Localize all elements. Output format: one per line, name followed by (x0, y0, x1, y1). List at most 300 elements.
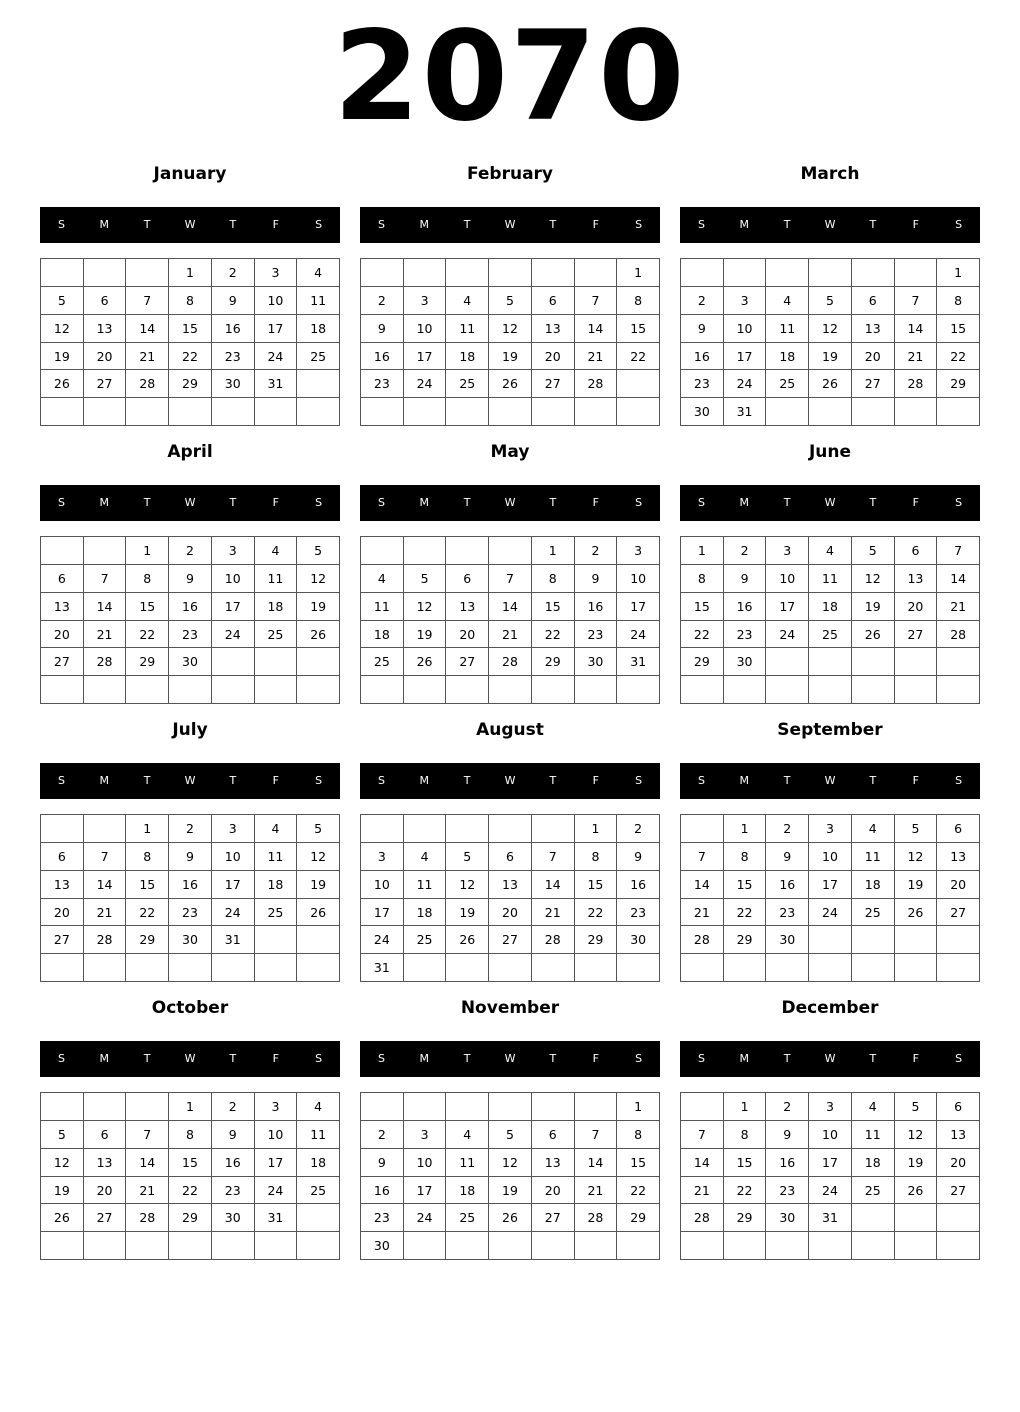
day-cell: 30 (212, 1204, 255, 1232)
month-name: February (466, 164, 554, 184)
empty-day-cell (766, 676, 809, 704)
month-name: August (476, 720, 544, 740)
weekday-label: W (824, 774, 836, 787)
empty-day-cell (489, 954, 532, 982)
day-cell: 29 (724, 926, 767, 954)
day-cell: 30 (766, 1204, 809, 1232)
day-cell: 8 (937, 287, 980, 315)
day-cell: 23 (575, 621, 618, 649)
month-february (360, 160, 660, 438)
weekday-label: T (869, 774, 877, 787)
day-cell: 14 (84, 871, 127, 899)
month-march (680, 160, 980, 438)
day-cell: 9 (575, 565, 618, 593)
day-cell: 22 (126, 899, 169, 927)
empty-day-cell (84, 1232, 127, 1260)
day-cell: 22 (724, 899, 767, 927)
weekday-label: F (272, 1052, 279, 1065)
empty-day-cell (297, 1232, 340, 1260)
day-cell: 12 (895, 1121, 938, 1149)
day-cell: 7 (681, 1121, 724, 1149)
day-cell: 29 (169, 1204, 212, 1232)
empty-day-cell (255, 954, 298, 982)
day-cell: 12 (41, 315, 84, 343)
weekday-label: S (635, 1052, 643, 1065)
day-cell: 1 (126, 537, 169, 565)
day-cell: 16 (169, 593, 212, 621)
empty-day-cell (404, 954, 447, 982)
weekday-label: T (229, 774, 237, 787)
day-cell: 19 (895, 871, 938, 899)
day-cell: 7 (126, 287, 169, 315)
empty-day-cell (895, 954, 938, 982)
empty-day-cell (41, 259, 84, 287)
month-name: December (781, 998, 879, 1018)
weekday-label: S (635, 218, 643, 231)
day-cell: 17 (361, 899, 404, 927)
empty-day-cell (937, 954, 980, 982)
day-cell: 12 (895, 843, 938, 871)
day-cell: 17 (809, 1149, 852, 1177)
day-cell: 20 (41, 899, 84, 927)
month-name: June (808, 442, 852, 462)
weekday-label: T (463, 774, 471, 787)
day-cell: 20 (532, 343, 575, 371)
weekday-label: M (99, 218, 110, 231)
day-cell: 9 (169, 565, 212, 593)
day-cell: 19 (297, 871, 340, 899)
day-cell: 22 (169, 343, 212, 371)
day-cell: 8 (169, 1121, 212, 1149)
weekday-label: F (592, 1052, 599, 1065)
day-cell: 26 (489, 370, 532, 398)
day-cell: 5 (41, 1121, 84, 1149)
weekday-header (680, 207, 980, 243)
day-cell: 23 (766, 899, 809, 927)
day-cell: 4 (446, 1121, 489, 1149)
day-cell: 15 (169, 1149, 212, 1177)
empty-day-cell (169, 1232, 212, 1260)
empty-day-cell (489, 815, 532, 843)
weekday-label: M (739, 774, 750, 787)
day-cell: 26 (41, 1204, 84, 1232)
day-cell: 2 (724, 537, 767, 565)
day-cell: 7 (126, 1121, 169, 1149)
day-cell: 28 (489, 648, 532, 676)
day-grid (680, 536, 980, 704)
weekday-label: T (463, 1052, 471, 1065)
day-cell: 23 (169, 621, 212, 649)
day-cell: 17 (404, 343, 447, 371)
day-cell: 22 (532, 621, 575, 649)
empty-day-cell (532, 259, 575, 287)
weekday-label: S (697, 496, 705, 509)
day-cell: 20 (532, 1177, 575, 1205)
day-cell: 21 (895, 343, 938, 371)
empty-day-cell (84, 954, 127, 982)
day-cell: 4 (852, 1093, 895, 1121)
day-cell: 28 (84, 648, 127, 676)
day-cell: 7 (895, 287, 938, 315)
weekday-label: T (143, 218, 151, 231)
day-cell: 1 (724, 1093, 767, 1121)
day-cell: 12 (852, 565, 895, 593)
day-cell: 26 (852, 621, 895, 649)
day-cell: 18 (297, 1149, 340, 1177)
weekday-label: T (869, 218, 877, 231)
day-cell: 18 (255, 593, 298, 621)
day-cell: 18 (255, 871, 298, 899)
empty-day-cell (895, 648, 938, 676)
weekday-header (360, 763, 660, 799)
day-cell: 25 (446, 1204, 489, 1232)
weekday-label: T (143, 1052, 151, 1065)
day-cell: 8 (724, 1121, 767, 1149)
day-cell: 6 (41, 565, 84, 593)
day-cell: 17 (724, 343, 767, 371)
day-cell: 18 (766, 343, 809, 371)
weekday-label: M (739, 496, 750, 509)
day-cell: 4 (255, 537, 298, 565)
weekday-label: T (229, 218, 237, 231)
day-cell: 5 (446, 843, 489, 871)
day-cell: 29 (126, 648, 169, 676)
day-cell: 2 (766, 815, 809, 843)
weekday-label: M (739, 218, 750, 231)
weekday-label: T (549, 496, 557, 509)
day-cell: 3 (617, 537, 660, 565)
day-cell: 1 (681, 537, 724, 565)
weekday-label: F (592, 218, 599, 231)
day-cell: 27 (532, 1204, 575, 1232)
day-cell: 25 (404, 926, 447, 954)
day-cell: 27 (84, 370, 127, 398)
day-cell: 12 (446, 871, 489, 899)
empty-day-cell (575, 1232, 618, 1260)
empty-day-cell (212, 1232, 255, 1260)
day-cell: 9 (361, 1149, 404, 1177)
empty-day-cell (255, 1232, 298, 1260)
empty-day-cell (575, 676, 618, 704)
empty-day-cell (575, 954, 618, 982)
weekday-label: S (635, 774, 643, 787)
day-cell: 7 (681, 843, 724, 871)
day-cell: 19 (895, 1149, 938, 1177)
day-cell: 1 (724, 815, 767, 843)
day-cell: 25 (255, 899, 298, 927)
day-cell: 10 (212, 843, 255, 871)
day-cell: 5 (297, 537, 340, 565)
weekday-label: F (912, 496, 919, 509)
day-cell: 29 (681, 648, 724, 676)
day-cell: 1 (617, 259, 660, 287)
day-cell: 17 (404, 1177, 447, 1205)
empty-day-cell (404, 815, 447, 843)
day-cell: 1 (126, 815, 169, 843)
empty-day-cell (937, 676, 980, 704)
day-cell: 29 (724, 1204, 767, 1232)
day-grid (40, 536, 340, 704)
weekday-label: F (912, 218, 919, 231)
day-cell: 3 (766, 537, 809, 565)
empty-day-cell (404, 676, 447, 704)
empty-day-cell (41, 954, 84, 982)
weekday-label: W (824, 218, 836, 231)
day-cell: 5 (852, 537, 895, 565)
day-cell: 9 (617, 843, 660, 871)
day-cell: 12 (297, 843, 340, 871)
day-cell: 30 (617, 926, 660, 954)
weekday-label: S (57, 774, 65, 787)
day-cell: 23 (169, 899, 212, 927)
empty-day-cell (361, 815, 404, 843)
day-cell: 8 (617, 287, 660, 315)
empty-day-cell (297, 648, 340, 676)
empty-day-cell (937, 1204, 980, 1232)
day-cell: 16 (681, 343, 724, 371)
empty-day-cell (84, 537, 127, 565)
month-january (40, 160, 340, 438)
day-cell: 26 (809, 370, 852, 398)
day-cell: 2 (212, 1093, 255, 1121)
day-cell: 28 (84, 926, 127, 954)
weekday-header (360, 485, 660, 521)
empty-day-cell (617, 1232, 660, 1260)
day-cell: 7 (575, 1121, 618, 1149)
day-cell: 21 (84, 899, 127, 927)
weekday-header (680, 763, 980, 799)
day-cell: 16 (617, 871, 660, 899)
day-cell: 2 (169, 537, 212, 565)
empty-day-cell (852, 1204, 895, 1232)
weekday-label: F (272, 496, 279, 509)
day-cell: 1 (575, 815, 618, 843)
day-cell: 6 (532, 287, 575, 315)
day-cell: 29 (126, 926, 169, 954)
weekday-label: S (697, 1052, 705, 1065)
day-cell: 11 (446, 1149, 489, 1177)
empty-day-cell (297, 926, 340, 954)
weekday-header (680, 485, 980, 521)
day-grid (40, 258, 340, 426)
day-cell: 5 (809, 287, 852, 315)
day-cell: 15 (617, 315, 660, 343)
day-cell: 14 (937, 565, 980, 593)
month-name: May (490, 442, 530, 462)
day-cell: 13 (937, 1121, 980, 1149)
day-cell: 4 (446, 287, 489, 315)
empty-day-cell (724, 954, 767, 982)
month-name: January (153, 164, 227, 184)
day-cell: 16 (766, 1149, 809, 1177)
day-cell: 9 (361, 315, 404, 343)
day-cell: 3 (361, 843, 404, 871)
weekday-label: S (57, 218, 65, 231)
day-cell: 25 (852, 899, 895, 927)
month-november (360, 994, 660, 1272)
day-grid (360, 258, 660, 426)
day-cell: 28 (532, 926, 575, 954)
day-cell: 24 (809, 899, 852, 927)
day-cell: 28 (126, 1204, 169, 1232)
empty-day-cell (681, 815, 724, 843)
month-may (360, 438, 660, 716)
day-cell: 20 (84, 343, 127, 371)
day-cell: 15 (724, 1149, 767, 1177)
empty-day-cell (766, 648, 809, 676)
empty-day-cell (532, 676, 575, 704)
empty-day-cell (489, 676, 532, 704)
day-cell: 10 (724, 315, 767, 343)
day-cell: 18 (809, 593, 852, 621)
day-cell: 25 (809, 621, 852, 649)
weekday-label: M (419, 1052, 430, 1065)
day-cell: 22 (126, 621, 169, 649)
empty-day-cell (852, 398, 895, 426)
weekday-label: S (955, 774, 963, 787)
day-cell: 16 (575, 593, 618, 621)
day-cell: 18 (404, 899, 447, 927)
day-cell: 7 (84, 843, 127, 871)
empty-day-cell (361, 1093, 404, 1121)
day-cell: 9 (724, 565, 767, 593)
day-cell: 5 (895, 1093, 938, 1121)
empty-day-cell (489, 398, 532, 426)
empty-day-cell (532, 954, 575, 982)
day-cell: 27 (532, 370, 575, 398)
day-cell: 10 (404, 315, 447, 343)
day-cell: 27 (84, 1204, 127, 1232)
day-cell: 21 (126, 1177, 169, 1205)
weekday-label: W (184, 774, 196, 787)
day-cell: 25 (255, 621, 298, 649)
empty-day-cell (489, 1232, 532, 1260)
weekday-label: M (99, 774, 110, 787)
day-cell: 4 (297, 1093, 340, 1121)
day-cell: 10 (361, 871, 404, 899)
weekday-label: F (912, 774, 919, 787)
day-cell: 6 (852, 287, 895, 315)
weekday-label: S (377, 774, 385, 787)
day-cell: 15 (724, 871, 767, 899)
day-cell: 31 (809, 1204, 852, 1232)
day-cell: 22 (617, 1177, 660, 1205)
day-cell: 12 (41, 1149, 84, 1177)
day-cell: 6 (446, 565, 489, 593)
day-cell: 6 (84, 1121, 127, 1149)
empty-day-cell (681, 259, 724, 287)
day-cell: 3 (724, 287, 767, 315)
day-cell: 21 (937, 593, 980, 621)
day-cell: 7 (489, 565, 532, 593)
day-cell: 23 (212, 343, 255, 371)
day-cell: 14 (126, 315, 169, 343)
weekday-label: T (783, 218, 791, 231)
day-cell: 31 (255, 1204, 298, 1232)
day-cell: 3 (255, 259, 298, 287)
empty-day-cell (169, 954, 212, 982)
day-cell: 2 (617, 815, 660, 843)
weekday-label: W (184, 218, 196, 231)
empty-day-cell (84, 676, 127, 704)
empty-day-cell (361, 398, 404, 426)
day-cell: 2 (169, 815, 212, 843)
empty-day-cell (809, 648, 852, 676)
day-cell: 25 (852, 1177, 895, 1205)
day-cell: 18 (852, 1149, 895, 1177)
month-september (680, 716, 980, 994)
day-cell: 15 (617, 1149, 660, 1177)
day-cell: 7 (937, 537, 980, 565)
empty-day-cell (84, 259, 127, 287)
day-cell: 9 (766, 1121, 809, 1149)
empty-day-cell (361, 259, 404, 287)
day-cell: 19 (489, 343, 532, 371)
day-cell: 15 (681, 593, 724, 621)
empty-day-cell (41, 537, 84, 565)
weekday-label: T (229, 1052, 237, 1065)
day-cell: 24 (361, 926, 404, 954)
day-cell: 8 (169, 287, 212, 315)
empty-day-cell (404, 1232, 447, 1260)
empty-day-cell (212, 398, 255, 426)
empty-day-cell (169, 398, 212, 426)
day-cell: 6 (937, 1093, 980, 1121)
day-cell: 24 (617, 621, 660, 649)
day-cell: 26 (446, 926, 489, 954)
weekday-label: F (272, 774, 279, 787)
day-cell: 26 (895, 1177, 938, 1205)
weekday-label: T (869, 1052, 877, 1065)
day-cell: 6 (41, 843, 84, 871)
empty-day-cell (297, 1204, 340, 1232)
day-cell: 2 (766, 1093, 809, 1121)
day-cell: 11 (446, 315, 489, 343)
day-cell: 19 (446, 899, 489, 927)
weekday-header (40, 763, 340, 799)
day-cell: 29 (617, 1204, 660, 1232)
empty-day-cell (575, 1093, 618, 1121)
weekday-label: F (592, 496, 599, 509)
day-cell: 22 (724, 1177, 767, 1205)
day-cell: 22 (169, 1177, 212, 1205)
empty-day-cell (532, 398, 575, 426)
day-cell: 27 (446, 648, 489, 676)
empty-day-cell (937, 648, 980, 676)
day-cell: 21 (681, 899, 724, 927)
weekday-label: M (419, 218, 430, 231)
empty-day-cell (212, 954, 255, 982)
weekday-label: T (783, 774, 791, 787)
empty-day-cell (681, 954, 724, 982)
day-cell: 16 (724, 593, 767, 621)
day-cell: 26 (489, 1204, 532, 1232)
day-grid (40, 1092, 340, 1260)
weekday-label: T (143, 496, 151, 509)
empty-day-cell (126, 954, 169, 982)
day-cell: 3 (212, 815, 255, 843)
day-cell: 28 (895, 370, 938, 398)
day-cell: 17 (766, 593, 809, 621)
empty-day-cell (766, 398, 809, 426)
day-cell: 19 (41, 343, 84, 371)
day-cell: 6 (937, 815, 980, 843)
day-grid (360, 536, 660, 704)
month-name: November (460, 998, 560, 1018)
empty-day-cell (617, 676, 660, 704)
empty-day-cell (681, 676, 724, 704)
empty-day-cell (532, 1093, 575, 1121)
